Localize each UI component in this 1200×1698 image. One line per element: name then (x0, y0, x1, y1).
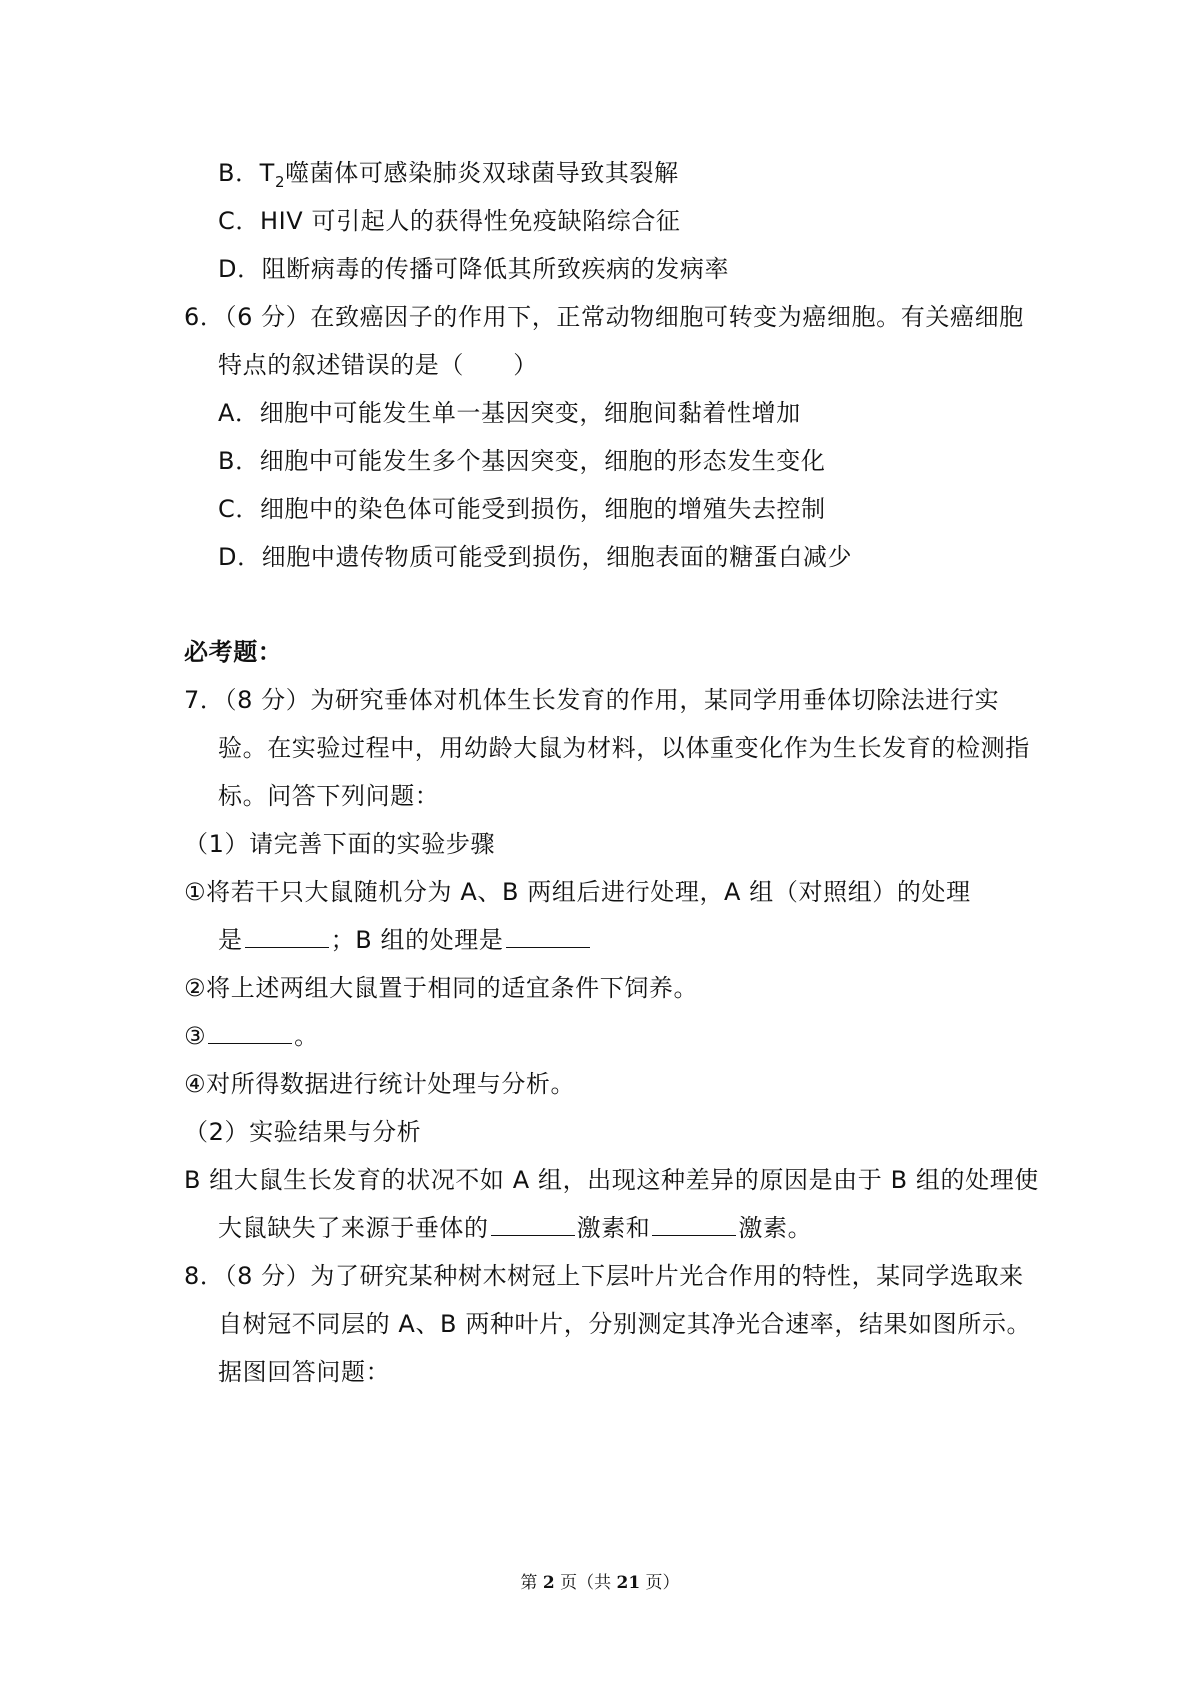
q7-part1-title: （1）请完善下面的实验步骤 (184, 830, 496, 858)
answer-blank (652, 1213, 736, 1236)
answer-blank (506, 925, 590, 948)
q7-step1-line1: ①将若干只大鼠随机分为 A、B 两组后进行处理，A 组（对照组）的处理 (184, 878, 971, 906)
page-footer: 第 2 页（共 21 页） (520, 1573, 680, 1593)
q6-stem-line2: 特点的叙述错误的是（ ） (218, 351, 538, 379)
q7-stem-line1: 7．（8 分）为研究垂体对机体生长发育的作用，某同学用垂体切除法进行实 (184, 686, 1000, 714)
q8-stem-line3: 据图回答问题： (218, 1358, 391, 1386)
q6-option-c: C．细胞中的染色体可能受到损伤，细胞的增殖失去控制 (218, 495, 826, 523)
answer-blank (208, 1021, 292, 1044)
q6-stem-line1: 6．（6 分）在致癌因子的作用下，正常动物细胞可转变为癌细胞。有关癌细胞 (184, 303, 1024, 331)
q7-stem-line2: 验。在实验过程中，用幼龄大鼠为材料，以体重变化作为生长发育的检测指 (218, 734, 1030, 762)
q7-result-line1: B 组大鼠生长发育的状况不如 A 组，出现这种差异的原因是由于 B 组的处理使 (184, 1166, 1039, 1194)
q6-option-b: B．细胞中可能发生多个基因突变，细胞的形态发生变化 (218, 447, 826, 475)
q7-step4: ④对所得数据进行统计处理与分析。 (184, 1070, 576, 1098)
q8-stem-line1: 8．（8 分）为了研究某种树木树冠上下层叶片光合作用的特性，某同学选取来 (184, 1262, 1024, 1290)
q6-option-a: A．细胞中可能发生单一基因突变，细胞间黏着性增加 (218, 399, 801, 427)
q5-option-b: B．$T_2$噬菌体可感染肺炎双球菌导致其裂解 (218, 159, 679, 191)
q7-stem-line3: 标。问答下列问题： (218, 782, 440, 810)
q7-step3: ③ 。 (184, 1022, 319, 1050)
section-title: 必考题： (184, 638, 283, 666)
answer-blank (491, 1213, 575, 1236)
q7-part2-title: （2）实验结果与分析 (184, 1118, 422, 1146)
q5-option-c: C．HIV 可引起人的获得性免疫缺陷综合征 (218, 207, 681, 235)
q8-stem-line2: 自树冠不同层的 A、B 两种叶片，分别测定其净光合速率，结果如图所示。 (218, 1310, 1032, 1338)
q6-option-d: D．细胞中遗传物质可能受到损伤，细胞表面的糖蛋白减少 (218, 543, 853, 571)
q7-step2: ②将上述两组大鼠置于相同的适宜条件下饲养。 (184, 974, 699, 1002)
answer-blank (245, 925, 329, 948)
q7-result-line2: 大鼠缺失了来源于垂体的 激素和 激素。 (218, 1214, 813, 1242)
q5-option-d: D．阻断病毒的传播可降低其所致疾病的发病率 (218, 255, 730, 283)
q7-step1-line2: 是 ；B 组的处理是 (218, 925, 592, 955)
